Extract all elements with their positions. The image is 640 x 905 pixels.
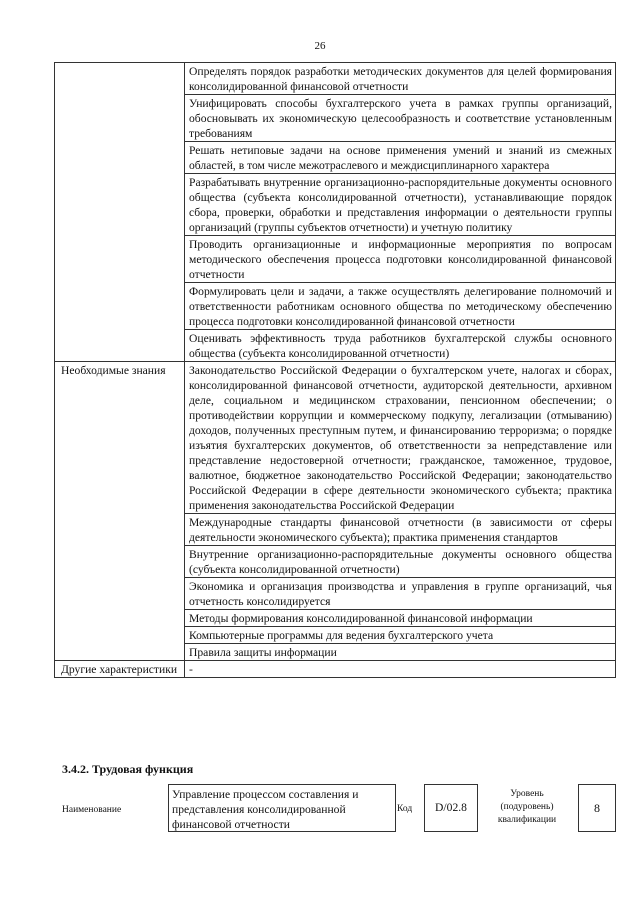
level-value-box: 8 (578, 784, 616, 832)
table-cell: Законодательство Российской Федерации о бухгалтерском учете, налогах и сборах, консолидированной финансовой отчетности, аудиторской деятельности, архивном деле, социальном и медицинском страховании, пенсионном обеспечении; о противодействии коррупции и коммерческому подкупу, легализации (отмыванию) доходов, полученных преступным путем, и финансированию терроризма; о порядке изъятия бухгалтерских документов, об ответственности за непредставление или представление недостоверной отчетности; гражданское, таможенное, трудовое, валютное, бюджетное законодательство Российской Федерации; законодательство Российской Федерации в сфере деятельности экономического субъекта; практика применения законодательства Российской Федерации (185, 362, 616, 514)
table-cell: Унифицировать способы бухгалтерского учета в рамках группы организаций, обосновывать их экономическую целесообразность и соответствие установленным требованиям (185, 95, 616, 142)
skills-knowledge-table (54, 62, 616, 678)
row-label-skills (55, 63, 185, 362)
table-cell: Оценивать эффективность труда работников бухгалтерской службы основного общества (субъекта консолидированной отчетности) (185, 330, 616, 362)
table-cell: Международные стандарты финансовой отчетности (в зависимости от сферы деятельности экономического субъекта); практика применения стандартов (185, 514, 616, 546)
function-name-box: Управление процессом составления и представления консолидированной финансовой отчетности (168, 784, 396, 832)
table-row (55, 661, 616, 678)
code-label: Код (397, 804, 413, 814)
table-cell: Компьютерные программы для ведения бухгалтерского учета (185, 627, 616, 644)
table-cell: Проводить организационные и информационные мероприятия по вопросам методического обеспечения процесса подготовки консолидированной финансовой отчетности (185, 236, 616, 283)
row-label-knowledge: Необходимые знания (55, 362, 185, 661)
section-heading: 3.4.2. Трудовая функция (62, 762, 194, 776)
name-label: Наименование (62, 805, 122, 815)
table-cell: Определять порядок разработки методических документов для целей формирования консолидированной финансовой отчетности (185, 63, 616, 95)
table-cell: - (185, 661, 616, 678)
table-row (55, 63, 616, 95)
table-cell: Экономика и организация производства и управления в группе организаций, чья отчетность консолидируется (185, 578, 616, 610)
table-row (55, 362, 616, 514)
code-value-box: D/02.8 (424, 784, 478, 832)
table-cell: Решать нетиповые задачи на основе применения умений и знаний из смежных областей, в том числе межотраслевого и междисциплинарного характера (185, 142, 616, 174)
table-cell: Внутренние организационно-распорядительные документы основного общества (субъекта консолидированной отчетности) (185, 546, 616, 578)
page-number: 26 (314, 40, 326, 52)
table-cell: Правила защиты информации (185, 644, 616, 661)
table-cell: Разрабатывать внутренние организационно-распорядительные документы основного общества (субъекта консолидированной отчетности), устанавливающие порядок сбора, проверки, обработки и представления информации о деятельности группы организаций (группы субъектов отчетности) и учетную политику (185, 174, 616, 236)
row-label-other: Другие характеристики (55, 661, 185, 678)
table-cell: Методы формирования консолидированной финансовой информации (185, 610, 616, 627)
table-cell: Формулировать цели и задачи, а также осуществлять делегирование полномочий и ответственности работникам основного общества по методическому обеспечению процесса подготовки консолидированной финансовой отчетности (185, 283, 616, 330)
level-label: Уровень (подуровень) квалификации (497, 789, 557, 825)
